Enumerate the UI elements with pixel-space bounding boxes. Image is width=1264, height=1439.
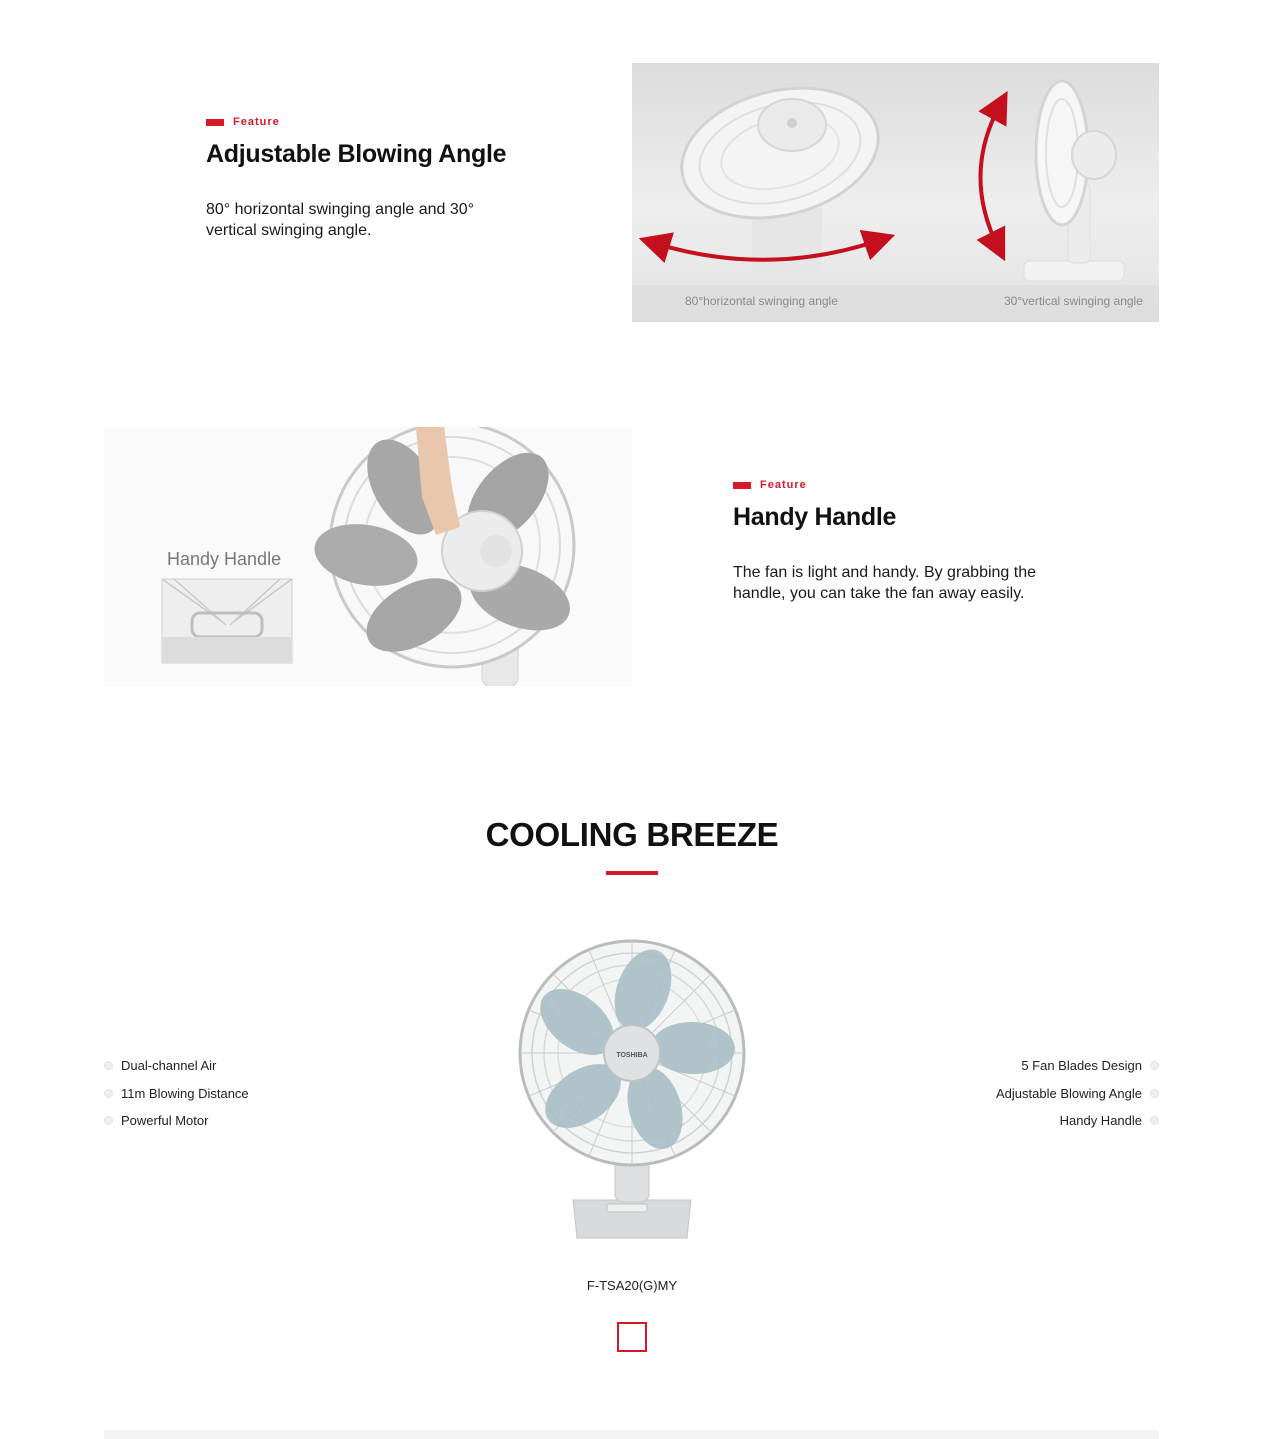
product-fan-image (515, 938, 749, 1244)
feature-tag-label: Feature (233, 116, 280, 128)
brand-logo: TOSHIBA (616, 1052, 648, 1059)
bullet-icon (104, 1089, 113, 1098)
handy-handle-caption: Handy Handle (167, 549, 282, 569)
feature-description: The fan is light and handy. By grabbing the handle, you can take the fan away easily. (733, 564, 1037, 602)
tilted-fan-shape (668, 69, 892, 273)
feature-handy-handle (733, 479, 1073, 604)
feature-title: Handy Handle (733, 503, 897, 531)
bullet-icon (104, 1116, 113, 1125)
spec-item[interactable] (104, 1080, 249, 1108)
feature-tag-label: Feature (760, 479, 807, 491)
vertical-swing-arrow (980, 105, 1000, 247)
spec-list-right (996, 1052, 1159, 1135)
spec-item[interactable] (996, 1107, 1159, 1135)
handy-handle-image (104, 427, 632, 686)
spec-label: 11m Blowing Distance (121, 1085, 249, 1101)
bullet-icon (104, 1061, 113, 1070)
section-title: COOLING BREEZE (485, 816, 779, 853)
horizontal-angle-caption: 80°horizontal swinging angle (685, 294, 838, 308)
spec-item[interactable] (104, 1052, 249, 1080)
spec-label: 5 Fan Blades Design (1021, 1058, 1142, 1074)
feature-tag-bar (206, 119, 224, 126)
feature-tag-bar (733, 482, 751, 489)
spec-item[interactable] (996, 1080, 1159, 1108)
feature-tag (206, 116, 526, 128)
feature-title: Adjustable Blowing Angle (206, 140, 507, 168)
handle-closeup-inset (162, 579, 292, 663)
bullet-icon (1150, 1116, 1159, 1125)
upright-fan-shape (1024, 81, 1124, 281)
bottom-divider-band (104, 1430, 1159, 1439)
spec-label: Handy Handle (1059, 1113, 1142, 1129)
spec-item[interactable] (104, 1107, 249, 1135)
spec-item[interactable] (996, 1052, 1159, 1080)
spec-label: Adjustable Blowing Angle (996, 1085, 1142, 1101)
color-swatch-selector[interactable] (617, 1322, 647, 1352)
spec-list-left (104, 1052, 249, 1135)
adjustable-angle-illustration (632, 63, 1159, 322)
spec-label: Dual-channel Air (121, 1058, 217, 1074)
fan-front-shape (310, 427, 580, 686)
section-title-rule (606, 871, 658, 875)
feature-tag (733, 479, 1073, 491)
adjustable-angle-image (632, 63, 1159, 322)
bullet-icon (1150, 1061, 1159, 1070)
product-model-name: F-TSA20(G)MY (586, 1278, 678, 1293)
bullet-icon (1150, 1089, 1159, 1098)
feature-adjustable-angle (206, 116, 526, 241)
vertical-angle-caption: 30°vertical swinging angle (1004, 294, 1143, 308)
spec-label: Powerful Motor (121, 1113, 209, 1129)
feature-description: 80° horizontal swinging angle and 30° vertical swinging angle. (206, 201, 475, 239)
